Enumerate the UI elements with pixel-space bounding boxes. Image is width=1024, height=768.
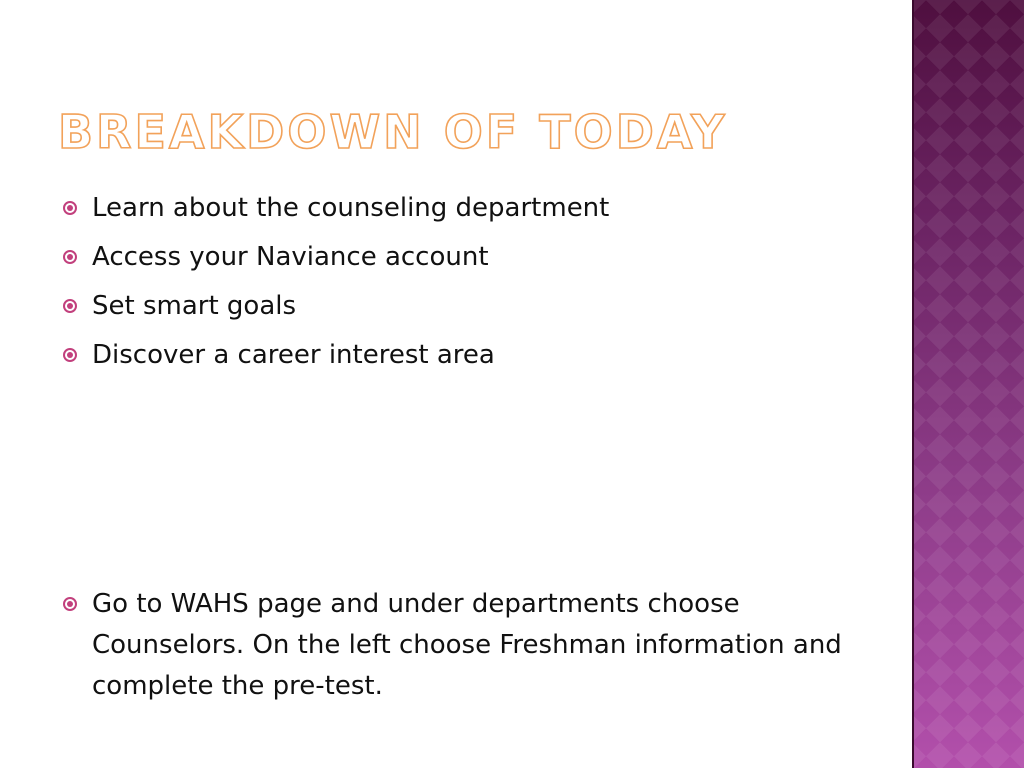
radio-circle-icon: [63, 250, 77, 264]
list-item: [62, 237, 892, 277]
bullet-text: Learn about the counseling department: [92, 193, 610, 223]
list-item: [62, 335, 892, 375]
slide-title: BREAKDOWN OF TODAY: [58, 105, 728, 159]
list-item: [62, 286, 892, 326]
radio-circle-icon: [63, 299, 77, 313]
bullet-text: Access your Naviance account: [92, 242, 489, 272]
bullet-list-bottom: [62, 584, 892, 716]
bullet-text: Go to WAHS page and under departments choose Counselors. On the left choose Freshman information and complete the pre-test.: [92, 589, 842, 701]
bullet-text: Set smart goals: [92, 291, 297, 321]
radio-circle-icon: [63, 348, 77, 362]
sidebar-edge-line: [912, 0, 914, 768]
radio-circle-icon: [63, 597, 77, 611]
bullet-list-top: [62, 188, 892, 384]
list-item: [62, 584, 892, 707]
list-item: [62, 188, 892, 228]
decorative-sidebar: [912, 0, 1024, 768]
radio-circle-icon: [63, 201, 77, 215]
bullet-text: Discover a career interest area: [92, 340, 495, 370]
